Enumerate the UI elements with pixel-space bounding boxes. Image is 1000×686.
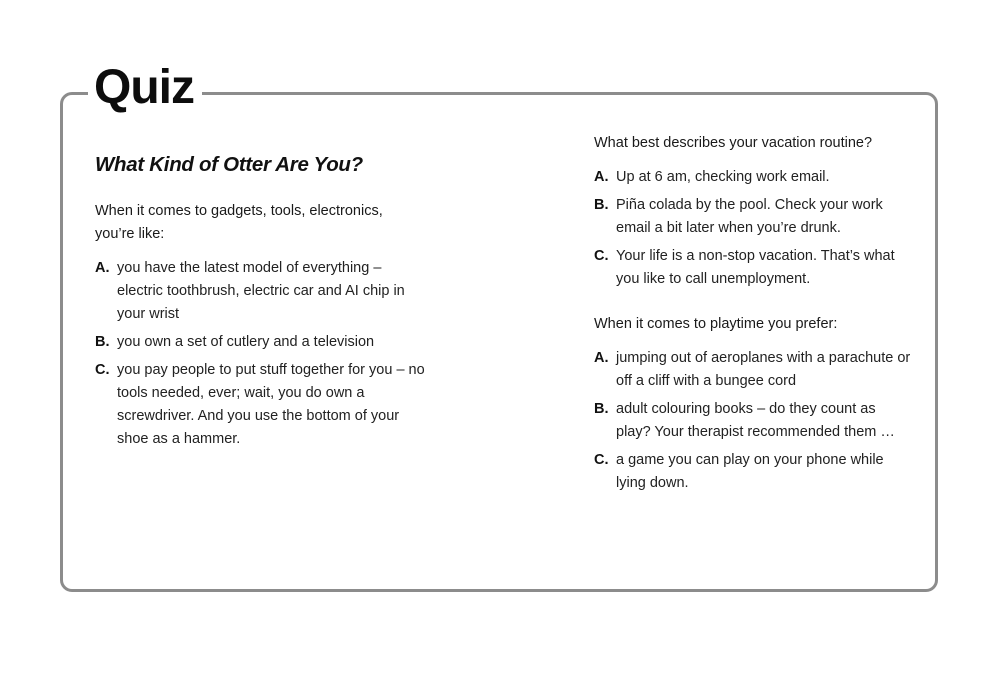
option-letter: B. [594, 401, 609, 417]
options-playtime [594, 347, 914, 495]
option-text: Up at 6 am, checking work email. [616, 169, 830, 185]
question-gadgets: When it comes to gadgets, tools, electronics, you’re like: [95, 203, 383, 242]
page-title: Quiz [88, 58, 202, 118]
option-text: adult colouring books – do they count as play? Your therapist recommended them … [616, 401, 895, 440]
option-a [594, 166, 914, 189]
option-b [95, 331, 425, 354]
question-playtime: When it comes to playtime you prefer: [594, 316, 838, 332]
option-b [594, 194, 914, 240]
option-text: you own a set of cutlery and a television [117, 334, 375, 350]
option-letter: A. [594, 169, 609, 185]
option-letter: C. [95, 362, 110, 378]
option-letter: A. [95, 260, 110, 276]
option-letter: A. [594, 350, 609, 366]
options-vacation [594, 166, 914, 291]
option-letter: B. [594, 197, 609, 213]
question-block-gadgets [95, 200, 425, 451]
option-text: Your life is a non-stop vacation. That’s what you like to call unemployment. [616, 248, 895, 287]
quiz-subtitle: What Kind of Otter Are You? [95, 153, 363, 176]
option-text: a game you can play on your phone while lying down. [616, 452, 884, 491]
option-letter: C. [594, 452, 609, 468]
right-column [594, 132, 914, 500]
option-a [95, 257, 425, 326]
option-b [594, 398, 914, 444]
question-block-playtime [594, 313, 914, 495]
option-text: you have the latest model of everything – electric toothbrush, electric car and AI chip in your wrist [117, 260, 405, 322]
option-text: Piña colada by the pool. Check your work email a bit later when you’re drunk. [616, 197, 883, 236]
question-block-vacation [594, 132, 914, 291]
option-letter: B. [95, 334, 110, 350]
option-text: you pay people to put stuff together for you – no tools needed, ever; wait, you do own a screwdriver. And you use the bottom of your shoe as a hammer. [117, 362, 425, 447]
option-a [594, 347, 914, 393]
options-gadgets [95, 257, 425, 451]
option-text: jumping out of aeroplanes with a parachute or off a cliff with a bungee cord [616, 350, 911, 389]
option-letter: C. [594, 248, 609, 264]
question-vacation: What best describes your vacation routine? [594, 135, 873, 151]
left-column [95, 150, 425, 456]
option-c [594, 449, 914, 495]
option-c [95, 359, 425, 451]
option-c [594, 245, 914, 291]
